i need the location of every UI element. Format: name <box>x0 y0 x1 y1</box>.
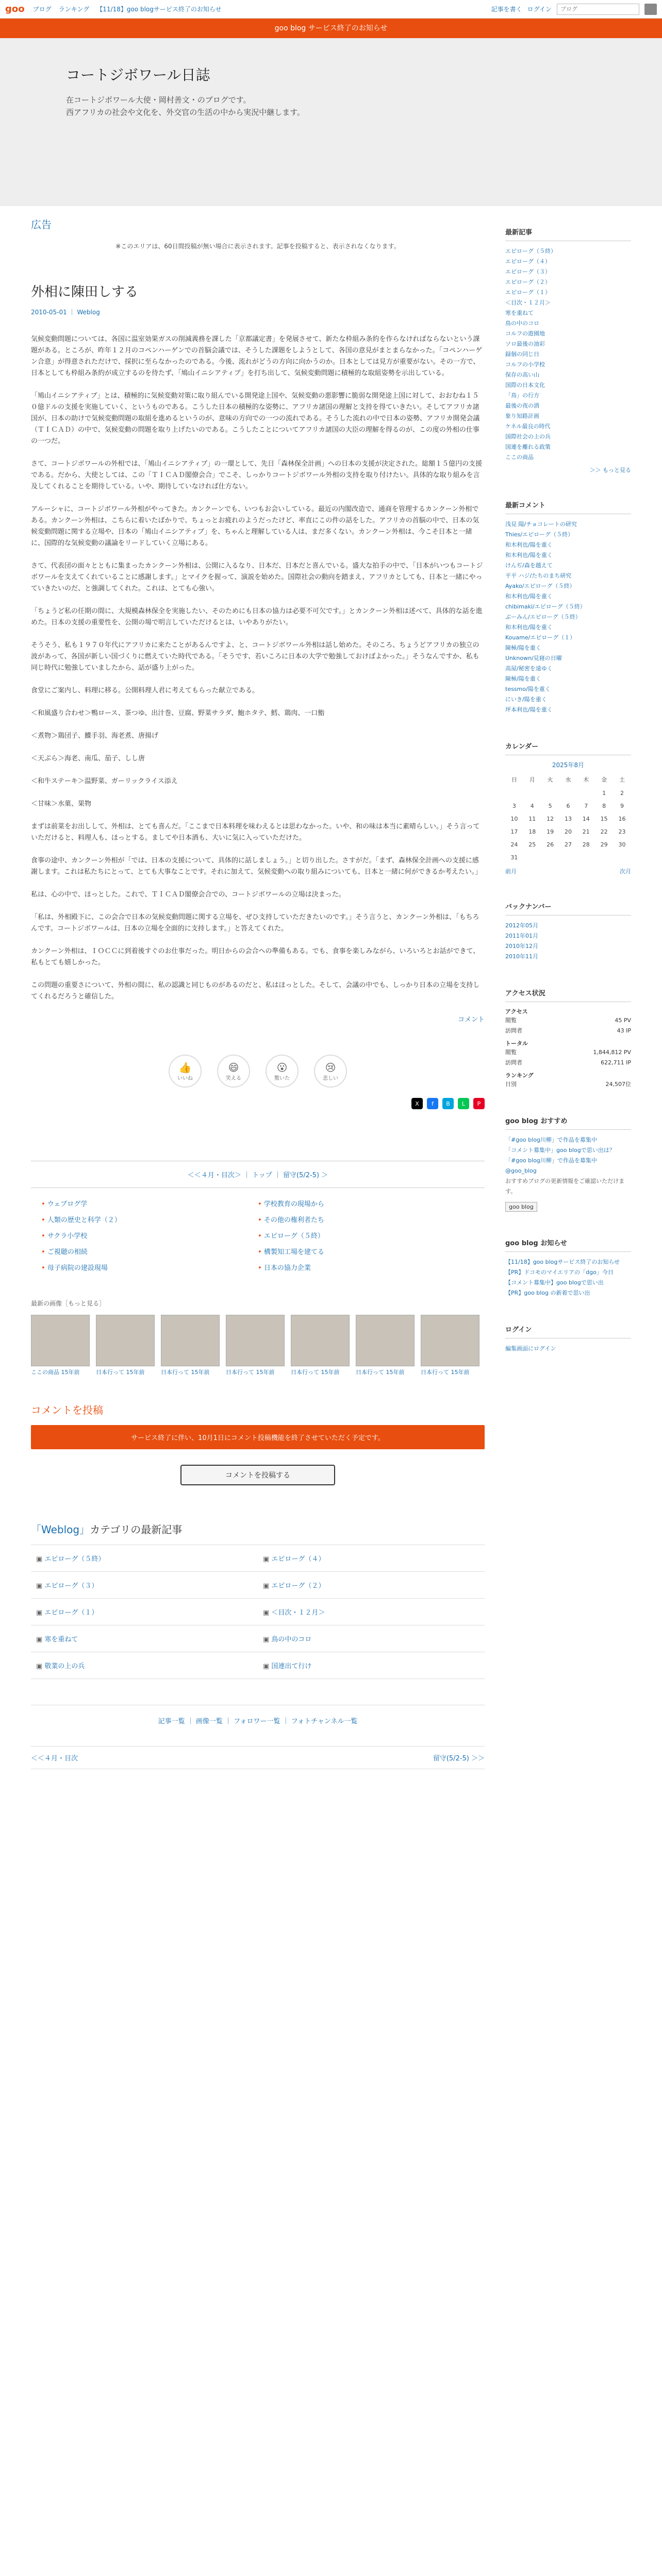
access-today <box>505 1015 631 1036</box>
reaction-button[interactable] <box>266 1055 299 1088</box>
goo-news-link[interactable]: 【11/18】goo blogサービス終了のお知らせ <box>505 1259 620 1265</box>
latest-item[interactable]: ▣ 寒を重ねて <box>31 1625 258 1652</box>
reaction-label: 驚いた <box>274 1075 290 1081</box>
latest-item[interactable]: ▣ 敬業の上の兵 <box>31 1652 258 1679</box>
recent-comment-link[interactable]: tessmo/陽を重く <box>505 686 551 692</box>
calendar-day[interactable]: 9 <box>620 803 624 809</box>
thumbnail-image[interactable] <box>96 1315 155 1366</box>
entry-paragraph: 私は、心の中で、ほっとした。これで、ＴＩＣＡＤ閣僚会合での、コートジボワールの立場は決まった。 <box>31 891 345 899</box>
thumbnail-caption[interactable]: 日本行って 15年前 <box>356 1369 405 1376</box>
entry-paragraph: アルーシャに、コートジボワール外相がやってきた。カンクーンでも、いつもお会いしている。最近の内閣改造で、通商を管理するカンクーン外相である。カンクーン外相は、こちらに着いたばかりで、ちょっとお疲れのようだったけど、率直にこの件の話をした。アフリカの首脳の中で、日本の気候変動問題に関する立場や、日本の「鳩山イニシアティブ」を、ちゃんと理解している人は、まだ多くない。カンクーン外相は、今こそ日本と一緒に、国際的な気候変動の議論をリードしていく立場にある。 <box>31 505 479 547</box>
reaction-icon: 😄 <box>228 1061 239 1074</box>
access-row <box>505 1047 631 1058</box>
follow-link[interactable]: @goo_blog <box>505 1167 537 1174</box>
recent-comment-link[interactable]: Kouame/エピローグ（１） <box>505 634 576 641</box>
thumbnail-item[interactable] <box>356 1315 415 1376</box>
recent-comment-link[interactable]: 和木利也/陽を重く <box>505 593 553 600</box>
recent-post-link[interactable]: エピローグ（３） <box>505 268 551 275</box>
side-goo-list <box>505 1135 631 1166</box>
goo-recommend-link[interactable]: 「#goo blog川柳」で作品を募集中 <box>505 1157 597 1164</box>
main-column <box>31 206 485 1769</box>
nav-ranking[interactable]: ランキング <box>58 6 90 13</box>
side-backnumber-title: バックナンバー <box>505 901 631 916</box>
access-total-label: トータル <box>505 1040 528 1047</box>
recent-comment-link[interactable]: けんぢ/森を越えて <box>505 562 553 569</box>
recent-comment-link[interactable]: 和木利也/陽を重く <box>505 541 553 548</box>
rss-button[interactable]: goo blog <box>505 1202 537 1212</box>
recent-post-link[interactable]: 録個の同じ日 <box>505 351 539 358</box>
thumbnail-caption[interactable]: ここの商品 15年前 <box>31 1369 80 1376</box>
login-edit-link[interactable]: 編集画面にログイン <box>505 1345 556 1352</box>
recent-post-link[interactable]: ソロ最後の油彩 <box>505 341 545 347</box>
calendar-day[interactable] <box>541 851 559 864</box>
side-access-title: アクセス状況 <box>505 988 631 1002</box>
latest-item[interactable]: ▣ エピローグ（４） <box>258 1545 485 1572</box>
recent-post-link[interactable]: 国際の日本文化 <box>505 382 545 388</box>
thumbnail-item[interactable] <box>291 1315 350 1376</box>
category-link[interactable]: • 学校教育の現場から <box>258 1198 474 1208</box>
category-link[interactable]: • ウェブログ学 <box>41 1198 258 1208</box>
calendar-month: 2025年8月 <box>552 761 585 769</box>
thumbnail-image[interactable] <box>31 1315 90 1366</box>
calendar-nav <box>505 867 631 875</box>
post-comment-title: コメントを投稿 <box>31 1404 103 1416</box>
calendar-day[interactable]: 14 <box>582 816 590 822</box>
share-icon[interactable]: P <box>473 1098 485 1109</box>
entry-paragraph: ＜和風盛り合わせ＞鴨ロース、茶つゆ、出汁巻、豆腐、野菜サラダ、鮑ホタテ、鱈、鶏肉、一口鮨 <box>31 709 325 717</box>
entry-paragraph: 気候変動問題については、各国に温室効果ガスの削減義務を課した「京都議定書」を発展させて、新たな枠組み条約を作らなければならないという課題がある。ところが、昨年１２月のコペンハーゲンでの首脳会議では、そうした課題をしようとして、各国の意見がまとまらなかった。「コペンハーゲン合意」が得意されただけで、採択に至らなかったのである。今後、流れがどうの方向に向かうのか。日本としては見方が重要がない。その一方で、日本としても枠組み条約が成立するのを待たず、「鳩山イニシアティブ」を打ち出して、気候変動問題に積極的な取組姿勢を示出している。 <box>31 335 483 377</box>
side-recent-list <box>505 246 631 463</box>
recent-post-link[interactable]: 「鳥」の行方 <box>505 392 539 399</box>
calendar-day[interactable] <box>523 851 541 864</box>
thumbnail-item[interactable] <box>96 1315 155 1376</box>
backnumber-link[interactable]: 2011年01月 <box>505 933 538 939</box>
side-comments-list <box>505 519 631 715</box>
recent-comment-link[interactable]: 和木利也/陽を重く <box>505 552 553 558</box>
search-input[interactable] <box>557 4 639 15</box>
entry-paragraph: さて、代表団の面々とともに集まったカンクーン外相は、公開に入るなり、日本だ、日本だと喜んでいる。盛大な拍手の中で、「日本がいつもコートジボワールを支えてくれていることに感謝します。」とマイクを握って、演説を始めた。国際社会の動向を踏まえ、アフリカとしても、日本と一緒にやっていきたいのだ、と強調してくれた。これは、とても心強い。 <box>31 562 483 592</box>
calendar-day[interactable] <box>577 787 595 800</box>
thumbnail-caption[interactable]: 日本行って 15年前 <box>226 1369 275 1376</box>
thumbnail-image[interactable] <box>161 1315 220 1366</box>
reaction-button[interactable] <box>314 1055 347 1088</box>
access-row <box>505 1015 631 1026</box>
ad-note: ※このエリアは、60日間投稿が無い場合に表示されます。記事を投稿すると、表示されなくなります。 <box>115 243 400 250</box>
access-row <box>505 1079 631 1090</box>
recent-comment-link[interactable]: ぶーみん/エピローグ（５終） <box>505 614 581 620</box>
calendar-day[interactable]: 13 <box>564 816 572 822</box>
side-login-title: ログイン <box>505 1324 631 1338</box>
thumbnail-image[interactable] <box>226 1315 285 1366</box>
calendar-day[interactable]: 7 <box>584 803 588 809</box>
entry-date: 2010-05-01 <box>31 309 67 316</box>
rss-text: おすすめブログの更新情報をご確認いただけます。 <box>505 1178 625 1195</box>
calendar-day[interactable] <box>541 787 559 800</box>
thumbnail-image[interactable] <box>356 1315 415 1366</box>
ad-label: 広告 <box>31 218 52 231</box>
calendar-day[interactable]: 12 <box>547 816 554 822</box>
side-backnumber-list <box>505 921 631 962</box>
entry-paragraph: そうそう、私も１９７０年代にアフリカに来たことがあるんですよ、と、コートジボワール外相は話し始めた。そのころ、ちょうどアフリカの独立の波があって、各国が新しい国づくりに燃えていた時代である。「そうです、若いころに日本の大学で勉強しておけばよかった。」そうなんですか、私も同じ時代に勉強していましたから、話が盛り上がった。 <box>31 641 479 672</box>
latest-item[interactable]: ▣ 国連出て行け <box>258 1652 485 1679</box>
entry-paragraph: この問題の重要さについて、外相の間に、私の認識と同じものがあるのだと、私はほっとした。そして、会議の中でも、しっかり日本の立場を支持してくれるだろうと確信した。 <box>31 981 480 1001</box>
calendar-day[interactable]: 19 <box>547 828 554 835</box>
thumbnail-caption[interactable]: 日本行って 15年前 <box>96 1369 145 1376</box>
recent-post-link[interactable]: 最後の夜の酒 <box>505 402 539 409</box>
goo-news-link[interactable]: 【PR】goo blog の新着で思い出 <box>505 1290 590 1296</box>
calendar-prev[interactable]: 前月 <box>505 868 517 875</box>
calendar-day[interactable]: 11 <box>528 816 536 822</box>
entry-paragraph: ＜和牛ステーキ＞温野菜、ガーリックライス添え <box>31 777 178 785</box>
side-login <box>505 1344 631 1354</box>
calendar-day[interactable]: 23 <box>618 828 626 835</box>
access-key: 訪問者 <box>505 1059 522 1066</box>
post-comment-button[interactable]: コメントを投稿する <box>180 1465 335 1485</box>
side-news-list <box>505 1257 631 1298</box>
goo-recommend-link[interactable]: 「コメント募集中」goo blogで思い出は？ <box>505 1147 615 1154</box>
recent-post-link[interactable]: ここの商品 <box>505 454 534 461</box>
calendar-next[interactable]: 次月 <box>620 868 631 875</box>
access-value: 45 PV <box>615 1017 631 1024</box>
reaction-button[interactable] <box>169 1055 202 1088</box>
entry-paragraph: 「ちょうど私の任期の間に、大規模森林保全を実施したい、そのためにも日本の協力は必要不可欠です。」とカンクーン外相は述べて、具体的な話を進めた。日本の支援の重要性を、公開の場で明言していただけるとは、いやありがたい。 <box>31 607 483 626</box>
goo-news-link[interactable]: 【PR】ドコモのマイエリアの「dgo」今日 <box>505 1269 614 1276</box>
access-key: 閲覧 <box>505 1049 517 1056</box>
entry-paragraph: ＜天ぷら＞海老、南瓜、茄子、しし唐 <box>31 755 145 762</box>
nav-notice[interactable]: 【11/18】goo blogサービス終了のお知らせ <box>96 6 222 13</box>
calendar-day[interactable] <box>505 787 523 800</box>
bottom-links[interactable]: 記事一覧 ｜ 画像一覧 ｜ フォロワー一覧 ｜ フォトチャンネル一覧 <box>31 1705 485 1725</box>
calendar-day[interactable]: 10 <box>510 816 518 822</box>
calendar-day[interactable] <box>559 851 577 864</box>
recent-comment-link[interactable]: 陳極/陽を重く <box>505 675 541 682</box>
thumbnail-item[interactable] <box>31 1315 90 1376</box>
recent-post-link[interactable]: コルフの小学校 <box>505 361 545 368</box>
access-key: 訪問者 <box>505 1027 522 1034</box>
latest-title <box>31 1521 485 1536</box>
calendar-weekday: 月 <box>529 776 535 783</box>
recent-comment-link[interactable]: 浅見 陽/チョコレートの研究 <box>505 521 577 528</box>
entry-paragraph: 食事の途中、カンクーン外相が「では、日本の支援について、具体的に話しましょう。」と切り出した。さすがだ。「まず、森林保全計画への支援に感謝します。これは私たちにとって、とても大事なことです。それに加えて、気候変動への取り組みについても、日本と一緒に何ができるか考えたい。」 <box>31 857 482 876</box>
entry-body <box>31 334 485 1003</box>
category-link[interactable]: • 構製知工場を建てる <box>258 1246 474 1256</box>
entry-category[interactable]: Weblog <box>77 309 100 316</box>
category-links <box>31 1192 485 1278</box>
calendar-weekday: 木 <box>583 776 589 783</box>
blog-desc-2: 西アフリカの社会や文化を、外交官の生活の中から実況中継します。 <box>66 108 305 117</box>
calendar-day[interactable]: 17 <box>510 828 518 835</box>
recent-images <box>31 1315 485 1376</box>
category-link[interactable]: • 人類の歴史と科学（２） <box>41 1214 258 1224</box>
access-value: 622,711 IP <box>601 1059 631 1066</box>
access-key: 閲覧 <box>505 1017 517 1024</box>
calendar-day[interactable]: 21 <box>582 828 590 835</box>
entry-paragraph: 「鳩山イニシアティブ」とは、積極的に気候変動対策に取り組んでいる開発途上国や、気候変動の悪影響に脆弱な開発途上国に対して、おおむね１５０億ドルの支援を実施していく、というものである。こうした日本の積極的な姿勢に、アフリカ諸国の理解と支持を得ていきたい。そしてアフリカ諸国が、日本の助けで気候変動問題の取組を進めるというのが、意味の方向での一つの流れである。そうした流れの中で日本の姿勢、アフリカ開発会議（ＴＩＣＡＤ）の中で、気候変動の問題を取り上げたいのである。こうしたことについてアフリカ諸国の大臣の理解を得るのが、この度の外相の仕事の一つだ。 <box>31 392 480 445</box>
calendar-day[interactable]: 26 <box>547 841 554 848</box>
top-right <box>491 4 657 15</box>
reaction-label: いいね <box>177 1075 193 1081</box>
category-link[interactable]: • エピローグ（５終） <box>258 1230 474 1240</box>
thumbnail-caption[interactable]: 日本行って 15年前 <box>421 1369 470 1376</box>
calendar-table <box>505 772 631 864</box>
backnumber-link[interactable]: 2010年11月 <box>505 953 538 960</box>
access-key: 日別 <box>505 1081 517 1088</box>
share-icon[interactable]: f <box>427 1098 438 1109</box>
recent-post-link[interactable]: ケネル最良の時代 <box>505 423 551 430</box>
reaction-label: 悲しい <box>323 1075 338 1081</box>
calendar-day[interactable]: 15 <box>600 816 608 822</box>
entry-paragraph: カンクーン外相は、ＩＯＣＣに到着後すぐのお仕事だった。明日からの会合への準備もある。でも、食事を楽しみながら、いろいろとお話ができて、私もとても嬉しかった。 <box>31 947 480 967</box>
access-rank-label: ランキング <box>505 1072 534 1079</box>
calendar-weekday: 日 <box>511 776 517 783</box>
recent-post-link[interactable]: 保存の高い山 <box>505 371 539 378</box>
calendar-day[interactable]: 28 <box>582 841 590 848</box>
calendar-weekday: 土 <box>619 776 625 783</box>
thumbnail-item[interactable] <box>226 1315 285 1376</box>
calendar-weekday: 火 <box>547 776 553 783</box>
recent-post-link[interactable]: 国際社会の上の兵 <box>505 433 551 440</box>
access-rank <box>505 1079 631 1090</box>
latest-item[interactable]: ▣ ＜目次・１２月＞ <box>258 1599 485 1625</box>
latest-item[interactable]: ▣ エピローグ（３） <box>31 1572 258 1599</box>
reaction-label: 笑える <box>226 1075 241 1081</box>
sidebar <box>505 206 631 1354</box>
access-total <box>505 1047 631 1068</box>
thumbnail-item[interactable] <box>421 1315 479 1376</box>
reaction-icon: 😢 <box>325 1061 336 1074</box>
side-recent-title: 最新記事 <box>505 227 631 241</box>
latest-title-category[interactable]: 「Weblog」 <box>31 1523 90 1536</box>
follow-block <box>505 1166 631 1197</box>
calendar-day[interactable]: 5 <box>548 803 552 809</box>
write-link[interactable]: 記事を書く <box>491 6 522 13</box>
category-link[interactable]: • サクラ小学校 <box>41 1230 258 1240</box>
latest-item[interactable]: ▣ 鳥の中のコロ <box>258 1625 485 1652</box>
calendar-day[interactable]: 8 <box>602 803 606 809</box>
thumbnail-image[interactable] <box>291 1315 350 1366</box>
recent-comment-link[interactable]: chibimaki/エピローグ（５終） <box>505 603 586 610</box>
calendar-day[interactable]: 2 <box>620 790 624 796</box>
calendar-day[interactable]: 29 <box>600 841 608 848</box>
latest-item[interactable]: ▣ エピローグ（２） <box>258 1572 485 1599</box>
top-bar <box>0 0 662 19</box>
blog-desc-1: 在コートジボワール大使・岡村善文・のブログです。 <box>66 95 251 105</box>
reaction-icon: 👍 <box>178 1061 192 1074</box>
recent-post-link[interactable]: エピローグ（４） <box>505 258 551 265</box>
entry-pager[interactable]: ＜＜４月・目次＞ ｜ トップ ｜ 留守(5/2-5) ＞ <box>31 1161 485 1188</box>
calendar-weekday: 金 <box>601 776 607 783</box>
recent-comment-link[interactable]: Thies/エピローグ（５終） <box>505 531 573 538</box>
recent-comment-link[interactable]: Ayako/エピローグ（５終） <box>505 583 575 589</box>
blog-header <box>0 38 662 206</box>
calendar-day[interactable]: 24 <box>510 841 518 848</box>
recent-post-link[interactable]: 象り知路計画 <box>505 413 539 419</box>
share-buttons <box>31 1098 485 1109</box>
blog-title[interactable]: コートジボワール日誌 <box>66 66 210 83</box>
calendar-day[interactable] <box>577 851 595 864</box>
thumbnail-image[interactable] <box>421 1315 479 1366</box>
top-nav <box>33 5 222 13</box>
reaction-icon: 😮 <box>276 1061 288 1074</box>
recent-post-link[interactable]: エピローグ（５終） <box>505 248 556 255</box>
category-link[interactable]: • その他の権利者たち <box>258 1214 474 1224</box>
share-icon[interactable]: X <box>411 1098 423 1109</box>
login-link[interactable]: ログイン <box>527 6 552 13</box>
latest-list <box>31 1545 485 1679</box>
calendar-day[interactable]: 25 <box>528 841 536 848</box>
calendar-day[interactable]: 1 <box>602 790 606 796</box>
category-link[interactable]: • 日本の協力企業 <box>258 1262 474 1272</box>
thumbnail-caption[interactable]: 日本行って 15年前 <box>291 1369 340 1376</box>
backnumber-link[interactable]: 2010年12月 <box>505 943 538 950</box>
calendar-day[interactable] <box>595 851 613 864</box>
goo-recommend-link[interactable]: 「#goo blog川柳」で作品を募集中 <box>505 1137 597 1143</box>
calendar-day[interactable] <box>613 851 631 864</box>
access-row <box>505 1058 631 1068</box>
recent-comment-link[interactable]: 高屋/秘密を遠ゆく <box>505 665 553 672</box>
calendar-day[interactable]: 30 <box>618 841 626 848</box>
latest-title-suffix: カテゴリの最新記事 <box>90 1523 183 1536</box>
bottom-pager <box>31 1746 485 1769</box>
recent-comment-link[interactable]: Unknown/見寝の日曜 <box>505 655 562 662</box>
calendar-day[interactable]: 18 <box>528 828 536 835</box>
side-calendar-title: カレンダー <box>505 741 631 755</box>
entry-paragraph: まずは前菜をお出しして、外相は、とても喜んだ。「ここまで日本料理を味わえるとは思わなかった。いや、和の味は本当に素晴らしい。」そう言っていただけると、料理人も、ほっとする。ましてや日本酒も、大いに気に入っていただけた。 <box>31 823 480 842</box>
comment-link[interactable]: コメント <box>457 1016 485 1024</box>
calendar-day[interactable]: 20 <box>564 828 572 835</box>
share-icon[interactable]: B <box>442 1098 454 1109</box>
access-value: 43 IP <box>617 1027 631 1034</box>
calendar-day[interactable]: 16 <box>618 816 626 822</box>
recent-comment-link[interactable]: 和木利也/陽を重く <box>505 624 553 631</box>
entry-title[interactable]: 外相に陳田しする <box>31 284 139 300</box>
calendar-day[interactable]: 31 <box>510 854 518 861</box>
recent-comment-link[interactable]: 陳極/陽を重く <box>505 645 541 651</box>
access-value: 24,507位 <box>605 1081 631 1088</box>
entry-meta: 2010-05-01 ｜ Weblog <box>31 309 100 316</box>
side-comments-title: 最新コメント <box>505 500 631 514</box>
goo-logo[interactable]: goo <box>5 4 25 14</box>
entry-paragraph: ＜甘味＞水菓、果物 <box>31 800 92 808</box>
access-value: 1,844,812 PV <box>593 1049 631 1056</box>
comment-notice[interactable]: サービス終了に伴い、10月1日にコメント投稿機能を終了させていただく予定です。 <box>31 1425 485 1449</box>
calendar-day[interactable]: 22 <box>600 828 608 835</box>
recent-post-link[interactable]: エピローグ（２） <box>505 279 551 285</box>
thumbnail-item[interactable] <box>161 1315 220 1376</box>
recent-comment-link[interactable]: にいき/陽を重く <box>505 696 547 703</box>
calendar-day[interactable] <box>523 787 541 800</box>
side-goo-title: goo blog おすすめ <box>505 1115 631 1130</box>
reaction-buttons <box>31 1055 485 1088</box>
recent-comment-link[interactable]: 坪本利也/陽を重く <box>505 706 553 713</box>
calendar-day[interactable] <box>559 787 577 800</box>
recent-post-link[interactable]: 寒を重ねて <box>505 310 534 316</box>
entry-paragraph: 「私は、外相殿下に、この会合で日本の気候変動問題に関する立場を、ぜひ支持していただきたいのです。」そう言うと、カンクーン外相は、「もちろんです。コートジボワールは、日本の立場を全面的に支持します。」と答えてくれた。 <box>31 913 479 933</box>
reaction-button[interactable] <box>217 1055 250 1088</box>
recent-images-label[interactable]: 最新の画像［もっと見る］ <box>31 1300 106 1307</box>
entry-paragraph: 食堂にご案内し、料理に移る。公開料理人君に考えてもらった献立である。 <box>31 687 259 694</box>
recent-post-link[interactable]: 鳥の中のコロ <box>505 320 539 327</box>
share-icon[interactable]: L <box>458 1098 469 1109</box>
thumbnail-caption[interactable]: 日本行って 15年前 <box>161 1369 210 1376</box>
service-notice-bar[interactable]: goo blog サービス終了のお知らせ <box>0 19 662 38</box>
category-link[interactable]: • 母子病院の建設現場 <box>41 1262 258 1272</box>
calendar-day[interactable]: 3 <box>512 803 516 809</box>
latest-item[interactable]: ▣ エピローグ（５終） <box>31 1545 258 1572</box>
backnumber-link[interactable]: 2012年05月 <box>505 922 538 929</box>
side-news-title: goo blog お知らせ <box>505 1238 631 1252</box>
access-today-label: アクセス <box>505 1008 528 1015</box>
recent-post-link[interactable]: ＜目次・１２月＞ <box>505 299 551 306</box>
calendar-day[interactable]: 6 <box>566 803 570 809</box>
access-row <box>505 1026 631 1036</box>
recent-post-link[interactable]: 国連を離れる政策 <box>505 444 551 450</box>
prev-link[interactable]: ＜＜４月・目次 <box>31 1755 78 1762</box>
nav-blog[interactable]: ブログ <box>32 6 52 13</box>
recent-post-link[interactable]: エピローグ（１） <box>505 289 551 296</box>
latest-item[interactable]: ▣ エピローグ（１） <box>31 1599 258 1625</box>
calendar-weekday: 水 <box>565 776 571 783</box>
category-link[interactable]: • ご視聴の相続 <box>41 1246 258 1256</box>
recent-comment-link[interactable]: 平平 ハジ/たちのまち研究 <box>505 572 572 579</box>
entry-paragraph: さて、コートジボワールの外相では、「鳩山イニシアティブ」の一環として、先日「森林保全計画」への日本の支援が決定された。総額１５億円の支援である。だから、大使としては、この「ＴＩＣＡＤ閣僚会合」でこそ、しっかりコートジボワール外相の支持を取り付けたい。具体的な取り組みを言及してくれることを期待している。いや、期待していなければ仕方ない。 <box>31 460 483 490</box>
calendar-day[interactable]: 4 <box>530 803 534 809</box>
entry-paragraph: ＜煮物＞鶏団子、鰈手羽、海老煮、唐揚げ <box>31 732 159 740</box>
recent-post-link[interactable]: コルフの遊園地 <box>505 330 545 337</box>
search-icon[interactable] <box>644 4 657 15</box>
goo-news-link[interactable]: 【コメント募集中】goo blogで思い出 <box>505 1279 604 1286</box>
side-recent-more[interactable]: ＞＞ もっと見る <box>589 467 631 473</box>
calendar-day[interactable]: 27 <box>564 841 572 848</box>
next-link[interactable]: 留守(5/2-5) ＞＞ <box>433 1755 485 1762</box>
